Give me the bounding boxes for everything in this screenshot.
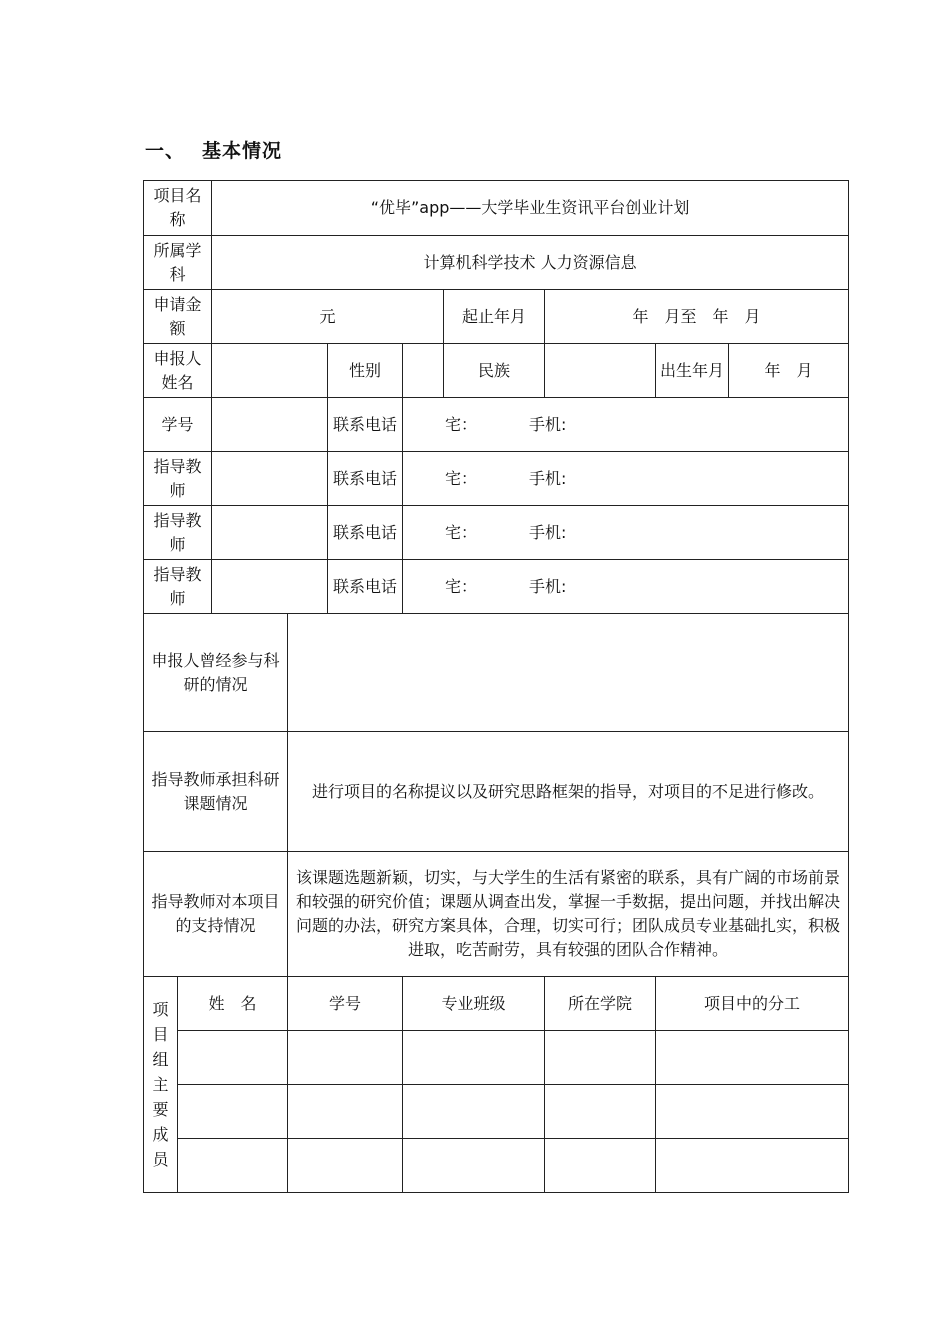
- member-row: [144, 1031, 849, 1085]
- mobile-phone-label: 手机:: [529, 414, 567, 434]
- member-class-cell[interactable]: [403, 1139, 545, 1193]
- advisor-support-value[interactable]: 该课题选题新颖，切实，与大学生的生活有紧密的联系，具有广阔的市场前景和较强的研究价值；课题从调查出发，掌握一手数据，提出问题，并找出解决问题的办法，研究方案具体，合理，切实可行；团队成员专业基础扎实，积极进取，吃苦耐劳，具有较强的团队合作精神。: [288, 852, 849, 977]
- section-number: 一、: [145, 140, 186, 162]
- birth-value[interactable]: 年 月: [729, 344, 849, 398]
- phone-value[interactable]: [403, 452, 849, 506]
- advisor-projects-label: 指导教师承担科研课题情况: [144, 732, 288, 852]
- member-id-cell[interactable]: [288, 1031, 403, 1085]
- section-heading: [145, 136, 282, 163]
- mobile-phone-label: 手机:: [529, 522, 567, 542]
- member-name-header: 姓 名: [178, 977, 288, 1031]
- contact-row: [144, 560, 849, 614]
- ethnicity-label: 民族: [444, 344, 545, 398]
- member-role-cell[interactable]: [656, 1085, 849, 1139]
- phone-value[interactable]: [403, 506, 849, 560]
- mobile-phone-label: 手机:: [529, 468, 567, 488]
- member-row: [144, 1139, 849, 1193]
- member-class-cell[interactable]: [403, 1031, 545, 1085]
- period-value[interactable]: 年 月至 年 月: [545, 290, 849, 344]
- contact-row: [144, 452, 849, 506]
- phone-value[interactable]: [403, 560, 849, 614]
- section-title: 基本情况: [202, 140, 283, 162]
- member-college-header: 所在学院: [545, 977, 656, 1031]
- member-name-cell[interactable]: [178, 1085, 288, 1139]
- research-experience-label: 申报人曾经参与科研的情况: [144, 614, 288, 732]
- member-role-cell[interactable]: [656, 1031, 849, 1085]
- phone-label: 联系电话: [328, 398, 403, 452]
- phone-value[interactable]: [403, 398, 849, 452]
- advisor-support-label: 指导教师对本项目的支持情况: [144, 852, 288, 977]
- home-phone-label: 宅：: [445, 522, 478, 542]
- contact-role: 指导教师: [144, 506, 212, 560]
- member-college-cell[interactable]: [545, 1139, 656, 1193]
- funding-amount-label: 申请金额: [144, 290, 212, 344]
- applicant-name-value[interactable]: [212, 344, 328, 398]
- phone-label: 联系电话: [328, 452, 403, 506]
- contact-row: [144, 398, 849, 452]
- period-label: 起止年月: [444, 290, 545, 344]
- contact-role: 学号: [144, 398, 212, 452]
- contact-value[interactable]: [212, 452, 328, 506]
- member-college-cell[interactable]: [545, 1085, 656, 1139]
- ethnicity-value[interactable]: [545, 344, 656, 398]
- birth-label: 出生年月: [656, 344, 729, 398]
- gender-label: 性别: [328, 344, 403, 398]
- member-row: [144, 1085, 849, 1139]
- members-header-row: [144, 977, 849, 1031]
- member-role-header: 项目中的分工: [656, 977, 849, 1031]
- member-role-cell[interactable]: [656, 1139, 849, 1193]
- member-name-cell[interactable]: [178, 1139, 288, 1193]
- member-class-cell[interactable]: [403, 1085, 545, 1139]
- contact-value[interactable]: [212, 506, 328, 560]
- member-id-cell[interactable]: [288, 1139, 403, 1193]
- phone-label: 联系电话: [328, 506, 403, 560]
- member-id-cell[interactable]: [288, 1085, 403, 1139]
- home-phone-label: 宅：: [445, 414, 478, 434]
- applicant-name-label: 申报人姓名: [144, 344, 212, 398]
- project-name-label: 项目名称: [144, 181, 212, 236]
- member-class-header: 专业班级: [403, 977, 545, 1031]
- home-phone-label: 宅：: [445, 468, 478, 488]
- project-name-value[interactable]: “优毕”app——大学毕业生资讯平台创业计划: [212, 181, 849, 236]
- advisor-projects-value[interactable]: 进行项目的名称提议以及研究思路框架的指导，对项目的不足进行修改。: [288, 732, 849, 852]
- contact-value[interactable]: [212, 560, 328, 614]
- member-name-cell[interactable]: [178, 1031, 288, 1085]
- phone-label: 联系电话: [328, 560, 403, 614]
- member-college-cell[interactable]: [545, 1031, 656, 1085]
- contact-value[interactable]: [212, 398, 328, 452]
- contact-role: 指导教师: [144, 560, 212, 614]
- discipline-label: 所属学科: [144, 236, 212, 290]
- research-experience-value[interactable]: [288, 614, 849, 732]
- gender-value[interactable]: [403, 344, 444, 398]
- member-id-header: 学号: [288, 977, 403, 1031]
- contact-role: 指导教师: [144, 452, 212, 506]
- discipline-value[interactable]: 计算机科学技术 人力资源信息: [212, 236, 849, 290]
- contact-row: [144, 506, 849, 560]
- home-phone-label: 宅：: [445, 576, 478, 596]
- mobile-phone-label: 手机:: [529, 576, 567, 596]
- basic-info-form: [143, 180, 849, 1193]
- funding-amount-value[interactable]: 元: [212, 290, 444, 344]
- members-side-label: 项 目 组 主 要 成 员: [144, 977, 178, 1193]
